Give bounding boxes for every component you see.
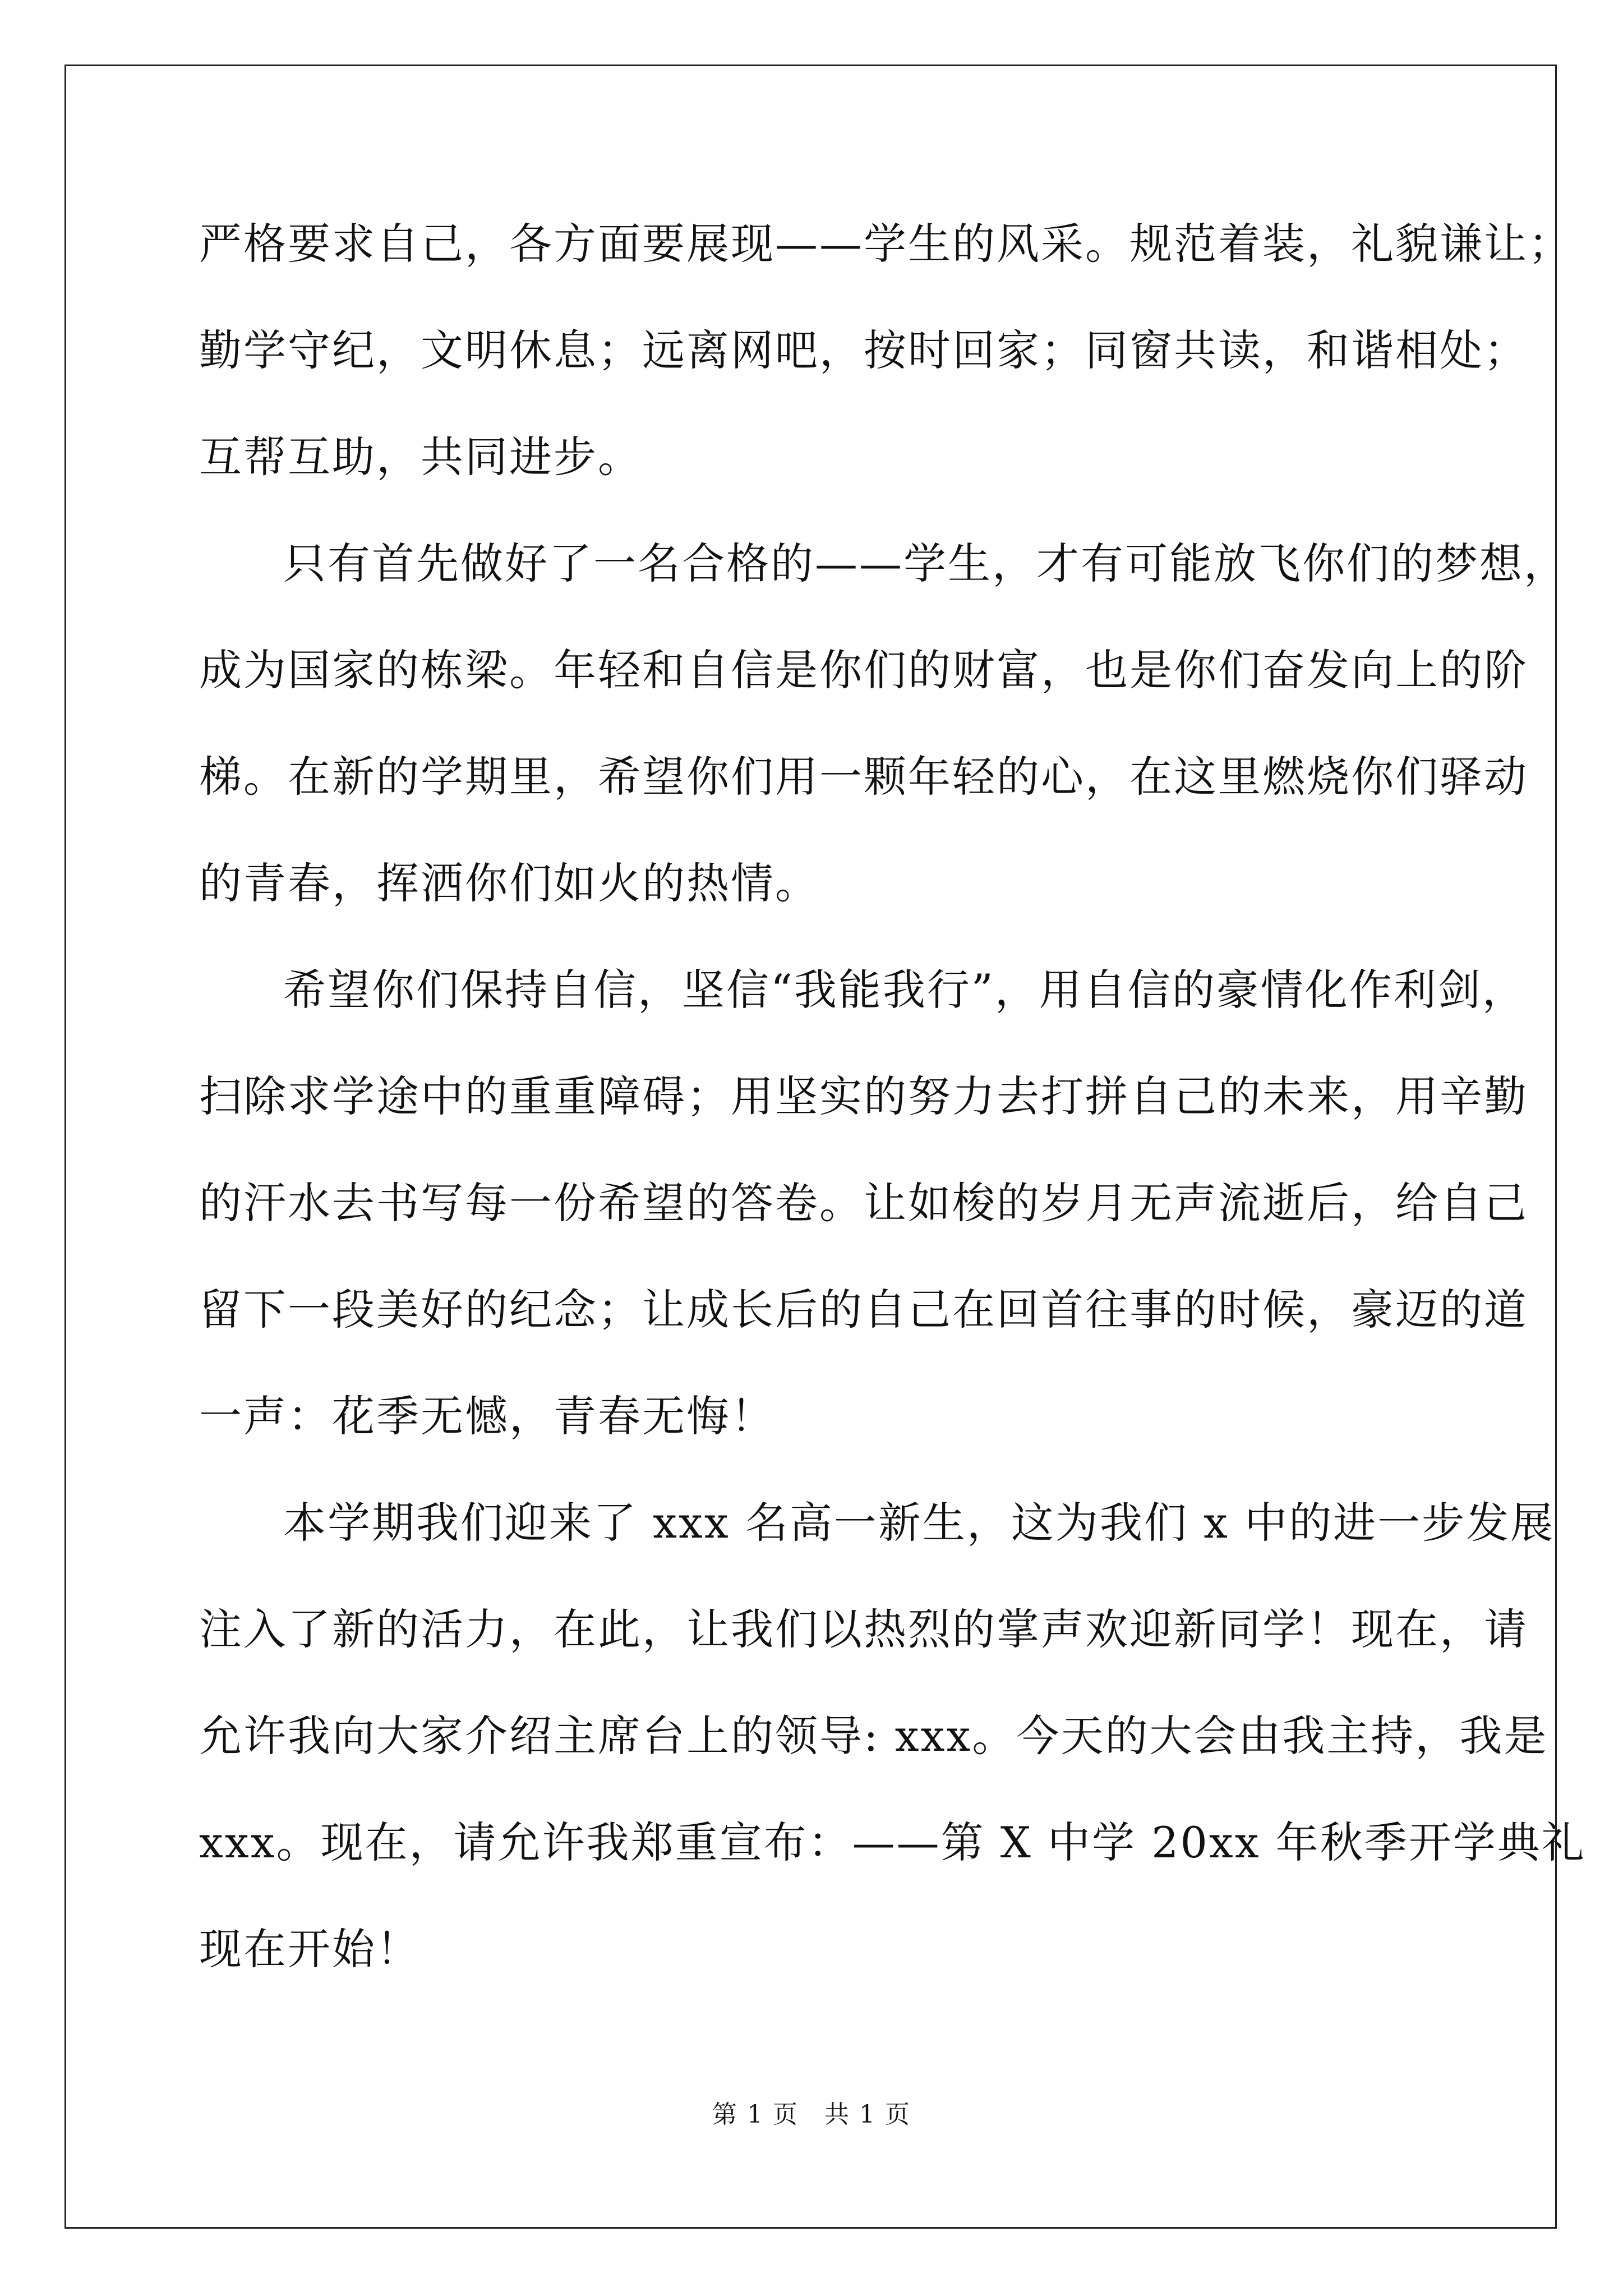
text-line: 互帮互助，共同进步。 bbox=[199, 432, 642, 482]
text-line: 只有首先做好了一名合格的——学生，才有可能放飞你们的梦想， bbox=[283, 539, 1568, 588]
page-border bbox=[64, 65, 1557, 2229]
text-line: 本学期我们迎来了 xxx 名高一新生，这为我们 x 中的进一步发展 bbox=[283, 1498, 1555, 1548]
text-line: 勤学守纪，文明休息；远离网吧，按时回家；同窗共读，和谐相处； bbox=[199, 325, 1528, 375]
text-line: 成为国家的栋梁。年轻和自信是你们的财富，也是你们奋发向上的阶 bbox=[199, 645, 1528, 695]
text-line: 严格要求自己，各方面要展现——学生的风采。规范着装，礼貌谦让； bbox=[199, 219, 1573, 269]
text-line: 希望你们保持自信，坚信“我能我行”，用自信的豪情化作利剑， bbox=[283, 965, 1527, 1015]
text-line: 梯。在新的学期里，希望你们用一颗年轻的心，在这里燃烧你们驿动 bbox=[199, 752, 1528, 802]
text-line: 扫除求学途中的重重障碍；用坚实的努力去打拼自己的未来，用辛勤 bbox=[199, 1071, 1528, 1121]
text-line: 允许我向大家介绍主席台上的领导: xxx。今天的大会由我主持，我是 bbox=[199, 1711, 1548, 1761]
text-line: 一声：花季无憾，青春无悔！ bbox=[199, 1391, 775, 1441]
text-line: 注入了新的活力，在此，让我们以热烈的掌声欢迎新同学！现在，请 bbox=[199, 1604, 1528, 1654]
text-line: xxx。现在，请允许我郑重宣布：——第 X 中学 20xx 年秋季开学典礼 bbox=[199, 1818, 1586, 1867]
page-number-footer: 第 1 页 共 1 页 bbox=[712, 2100, 911, 2129]
text-line: 留下一段美好的纪念；让成长后的自己在回首往事的时候，豪迈的道 bbox=[199, 1285, 1528, 1335]
text-line: 的青春，挥洒你们如火的热情。 bbox=[199, 858, 819, 908]
text-line: 的汗水去书写每一份希望的答卷。让如梭的岁月无声流逝后，给自己 bbox=[199, 1178, 1528, 1228]
text-line: 现在开始！ bbox=[199, 1924, 421, 1974]
